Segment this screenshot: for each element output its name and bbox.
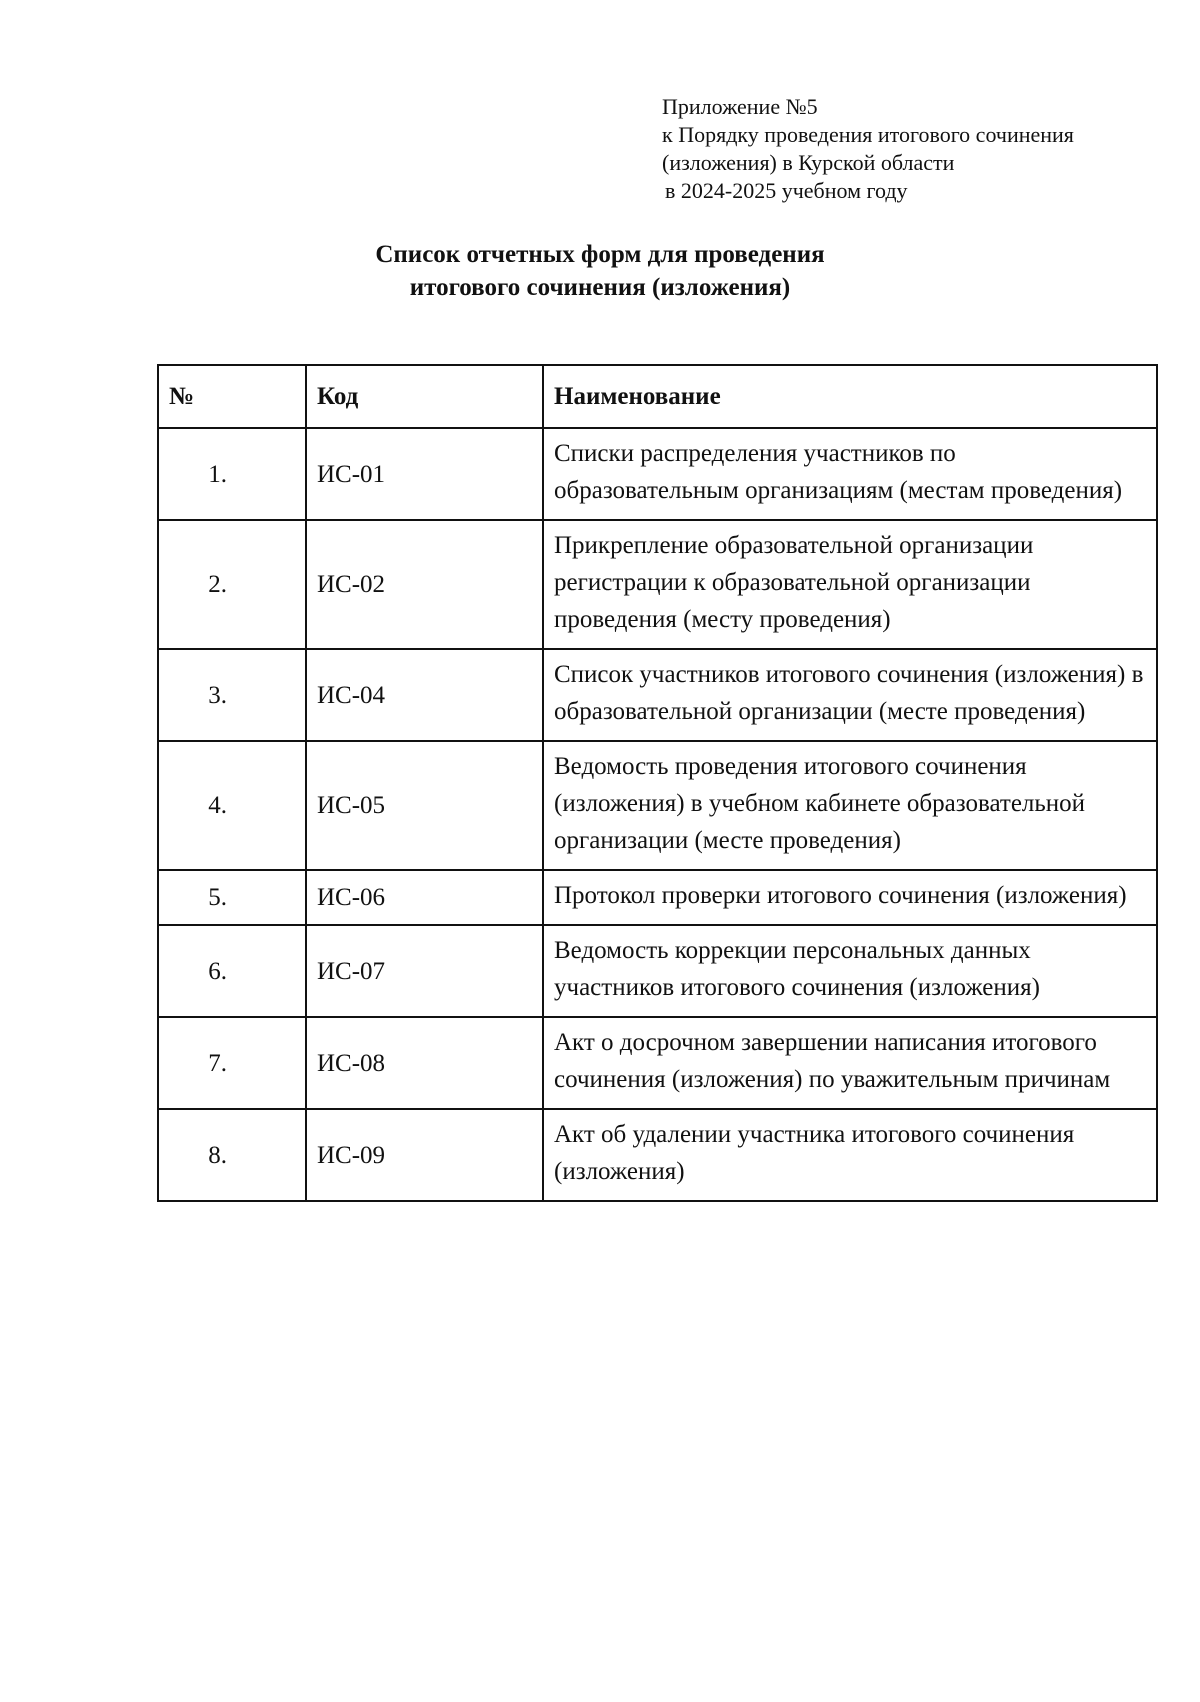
appendix-reference-line-1: к Порядку проведения итогового сочинения <box>662 122 1074 147</box>
form-code: ИС-06 <box>306 870 543 925</box>
row-number: 1. <box>158 428 306 520</box>
row-number: 4. <box>158 741 306 870</box>
form-name: Ведомость коррекции персональных данных участников итогового сочинения (изложения) <box>543 925 1157 1017</box>
form-code: ИС-04 <box>306 649 543 741</box>
table-row <box>158 870 1157 925</box>
form-name: Списки распределения участников по образовательным организациям (местам проведения) <box>543 428 1157 520</box>
document-title-line-1: Список отчетных форм для проведения <box>375 241 825 268</box>
appendix-reference-line-2: (изложения) в Курской области <box>662 150 955 175</box>
document-title <box>0 238 1200 304</box>
row-number: 3. <box>158 649 306 741</box>
form-code: ИС-08 <box>306 1017 543 1109</box>
table-row <box>158 741 1157 870</box>
form-name: Протокол проверки итогового сочинения (изложения) <box>543 870 1157 925</box>
form-code: ИС-07 <box>306 925 543 1017</box>
row-number: 7. <box>158 1017 306 1109</box>
column-header-number: № <box>158 365 306 428</box>
appendix-reference-line-3: в 2024-2025 учебном году <box>665 178 908 203</box>
form-code: ИС-09 <box>306 1109 543 1201</box>
form-name: Акт об удалении участника итогового сочинения (изложения) <box>543 1109 1157 1201</box>
form-name: Ведомость проведения итогового сочинения (изложения) в учебном кабинете образовательной организации (месте проведения) <box>543 741 1157 870</box>
form-code: ИС-01 <box>306 428 543 520</box>
appendix-header <box>662 93 1182 205</box>
form-name: Список участников итогового сочинения (изложения) в образовательной организации (месте проведения) <box>543 649 1157 741</box>
table-header-row <box>158 365 1157 428</box>
table-row <box>158 428 1157 520</box>
table-row <box>158 520 1157 649</box>
table-row <box>158 925 1157 1017</box>
table-row <box>158 1017 1157 1109</box>
form-name: Акт о досрочном завершении написания итогового сочинения (изложения) по уважительным причинам <box>543 1017 1157 1109</box>
column-header-name: Наименование <box>543 365 1157 428</box>
row-number: 5. <box>158 870 306 925</box>
row-number: 8. <box>158 1109 306 1201</box>
form-code: ИС-05 <box>306 741 543 870</box>
row-number: 2. <box>158 520 306 649</box>
row-number: 6. <box>158 925 306 1017</box>
appendix-number: Приложение №5 <box>662 94 818 119</box>
form-code: ИС-02 <box>306 520 543 649</box>
table-row <box>158 1109 1157 1201</box>
column-header-code: Код <box>306 365 543 428</box>
report-forms-table <box>157 364 1158 1202</box>
document-title-line-2: итогового сочинения (изложения) <box>409 274 791 301</box>
form-name: Прикрепление образовательной организации регистрации к образовательной организации проведения (месту проведения) <box>543 520 1157 649</box>
table-row <box>158 649 1157 741</box>
